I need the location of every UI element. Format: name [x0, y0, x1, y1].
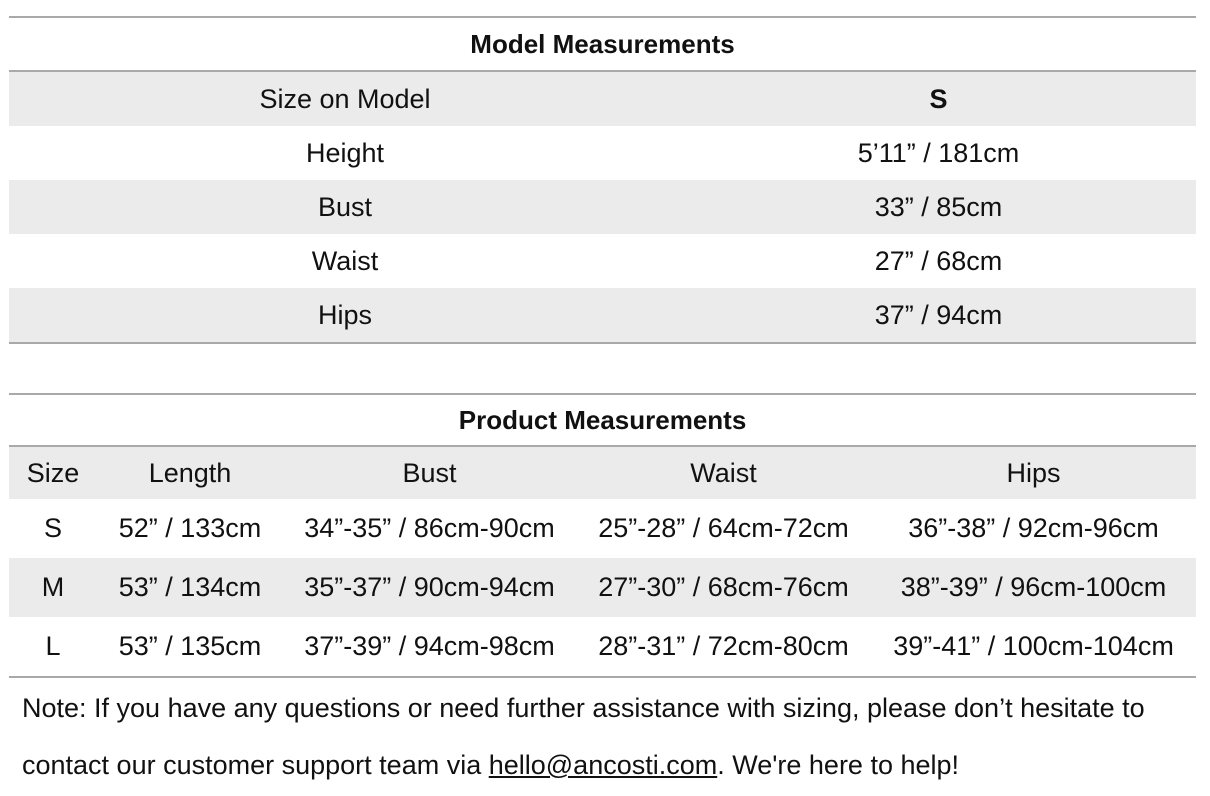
model-measurements-table	[9, 16, 1196, 344]
header-length: Length	[97, 446, 283, 499]
header-hips: Hips	[871, 446, 1196, 499]
cell-size: S	[43, 513, 62, 543]
table-row	[9, 234, 1196, 288]
table-row	[9, 126, 1196, 180]
cell-length: 53” / 135cm	[97, 617, 283, 677]
row-value: 33” / 85cm	[681, 180, 1196, 234]
model-measurements-title: Model Measurements	[9, 17, 1196, 71]
table-row	[9, 558, 1196, 617]
header-bust: Bust	[283, 446, 576, 499]
header-waist: Waist	[576, 446, 871, 499]
cell-hips: 36”-38” / 92cm-96cm	[908, 513, 1159, 543]
support-email-link[interactable]: hello@ancosti.com	[488, 750, 718, 780]
cell-waist: 28”-31” / 72cm-80cm	[576, 617, 871, 677]
row-label: Height	[305, 137, 385, 168]
table-row	[9, 288, 1196, 343]
cell-bust: 37”-39” / 94cm-98cm	[283, 617, 576, 677]
table-row	[9, 499, 1196, 558]
cell-hips: 38”-39” / 96cm-100cm	[871, 558, 1196, 617]
cell-size: M	[9, 558, 97, 617]
table-row	[9, 71, 1196, 126]
row-label: Bust	[9, 180, 681, 234]
note-text: Note: If you have any questions or need further assistance with sizing, please don’t hesitate to contact our customer support team via	[22, 693, 1145, 780]
table-row	[9, 617, 1196, 677]
cell-waist: 27”-30” / 68cm-76cm	[576, 558, 871, 617]
cell-hips: 39”-41” / 100cm-104cm	[871, 617, 1196, 677]
cell-waist: 25”-28” / 64cm-72cm	[598, 513, 849, 543]
row-value: 37” / 94cm	[681, 288, 1196, 343]
cell-bust: 35”-37” / 90cm-94cm	[283, 558, 576, 617]
cell-length: 53” / 134cm	[97, 558, 283, 617]
cell-length: 52” / 133cm	[118, 513, 262, 543]
note-suffix: . We're here to help!	[717, 750, 960, 780]
row-label: Waist	[311, 245, 379, 276]
table-row	[9, 180, 1196, 234]
row-label: Size on Model	[9, 71, 681, 126]
product-measurements-table	[9, 393, 1196, 678]
header-size: Size	[9, 446, 97, 499]
row-value: 27” / 68cm	[874, 245, 1003, 276]
cell-size: L	[9, 617, 97, 677]
sizing-note	[22, 680, 1192, 794]
cell-bust: 34”-35” / 86cm-90cm	[304, 513, 555, 543]
row-value: 5’11” / 181cm	[857, 137, 1020, 168]
product-measurements-title: Product Measurements	[9, 394, 1196, 446]
column-headers	[9, 446, 1196, 499]
row-value: S	[681, 71, 1196, 126]
row-label: Hips	[9, 288, 681, 343]
